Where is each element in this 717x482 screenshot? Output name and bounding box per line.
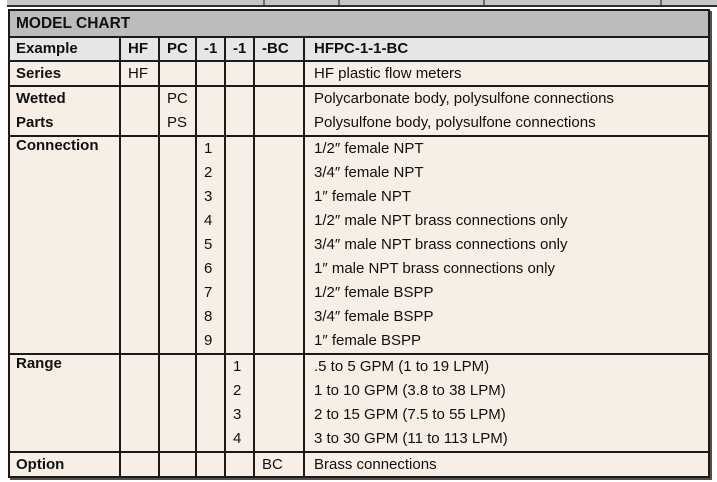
connection-row bbox=[9, 136, 709, 354]
empty-cell bbox=[254, 61, 304, 86]
connection-code: 1 bbox=[204, 140, 213, 157]
connection-code: 5 bbox=[204, 236, 213, 253]
empty-cell bbox=[159, 136, 196, 354]
range-desc-cell bbox=[304, 354, 709, 452]
range-desc: 2 to 15 GPM (7.5 to 55 LPM) bbox=[314, 406, 506, 423]
header-row bbox=[9, 37, 709, 61]
wetted-parts-label bbox=[9, 86, 120, 136]
option-code-cell: BC bbox=[254, 452, 304, 477]
column-header-example: Example bbox=[9, 37, 120, 61]
wetted-parts-code-pc: PC bbox=[167, 90, 188, 107]
range-code: 1 bbox=[233, 358, 242, 375]
divider-tick bbox=[338, 0, 340, 5]
connection-code-cell bbox=[196, 136, 225, 354]
connection-desc: 3/4″ female NPT bbox=[314, 164, 424, 181]
connection-desc: 3/4″ female BSPP bbox=[314, 308, 434, 325]
wetted-parts-row bbox=[9, 86, 709, 136]
wetted-parts-desc-ps: Polysulfone body, polysulfone connections bbox=[314, 114, 596, 131]
connection-desc: 1/2″ female BSPP bbox=[314, 284, 434, 301]
column-header-model-number: HFPC-1-1-BC bbox=[304, 37, 709, 61]
empty-cell bbox=[120, 452, 159, 477]
range-row bbox=[9, 354, 709, 452]
empty-cell bbox=[254, 86, 304, 136]
range-desc: .5 to 5 GPM (1 to 19 LPM) bbox=[314, 358, 490, 375]
connection-desc-cell bbox=[304, 136, 709, 354]
empty-cell bbox=[196, 86, 225, 136]
range-label: Range bbox=[9, 354, 120, 452]
series-code-cell: HF bbox=[120, 61, 159, 86]
option-row bbox=[9, 452, 709, 477]
empty-cell bbox=[196, 354, 225, 452]
column-header-pc: PC bbox=[159, 37, 196, 61]
connection-code: 3 bbox=[204, 188, 213, 205]
empty-cell bbox=[120, 86, 159, 136]
empty-cell bbox=[196, 61, 225, 86]
connection-label: Connection bbox=[9, 136, 120, 354]
connection-desc: 1″ female BSPP bbox=[314, 332, 422, 349]
option-label: Option bbox=[9, 452, 120, 477]
series-label: Series bbox=[9, 61, 120, 86]
divider-tick bbox=[263, 0, 265, 5]
empty-cell bbox=[254, 354, 304, 452]
connection-desc: 3/4″ male NPT brass connections only bbox=[314, 236, 568, 253]
column-header-dash1b: -1 bbox=[225, 37, 254, 61]
connection-desc: 1″ male NPT brass connections only bbox=[314, 260, 555, 277]
connection-code: 6 bbox=[204, 260, 213, 277]
divider-tick bbox=[483, 0, 485, 5]
connection-desc: 1/2″ female NPT bbox=[314, 140, 424, 157]
series-row bbox=[9, 61, 709, 86]
range-desc: 1 to 10 GPM (3.8 to 38 LPM) bbox=[314, 382, 506, 399]
empty-cell bbox=[225, 136, 254, 354]
title-row bbox=[9, 10, 709, 37]
empty-cell bbox=[254, 136, 304, 354]
divider-tick bbox=[660, 0, 662, 5]
connection-code: 9 bbox=[204, 332, 213, 349]
range-code-cell bbox=[225, 354, 254, 452]
column-header-dash1a: -1 bbox=[196, 37, 225, 61]
range-code: 4 bbox=[233, 430, 242, 447]
empty-cell bbox=[225, 452, 254, 477]
connection-code: 8 bbox=[204, 308, 213, 325]
empty-cell bbox=[159, 452, 196, 477]
wetted-parts-desc-pc: Polycarbonate body, polysulfone connections bbox=[314, 90, 614, 107]
column-header-hf: HF bbox=[120, 37, 159, 61]
connection-desc: 1/2″ male NPT brass connections only bbox=[314, 212, 568, 229]
range-code: 3 bbox=[233, 406, 242, 423]
empty-cell bbox=[225, 86, 254, 136]
wetted-parts-code-cell bbox=[159, 86, 196, 136]
connection-desc: 1″ female NPT bbox=[314, 188, 412, 205]
connection-code: 2 bbox=[204, 164, 213, 181]
option-desc-cell: Brass connections bbox=[304, 452, 709, 477]
model-chart-table bbox=[8, 9, 710, 478]
cropped-table-edge bbox=[7, 0, 717, 7]
table-title: MODEL CHART bbox=[9, 10, 709, 37]
column-header-bc: -BC bbox=[254, 37, 304, 61]
empty-cell bbox=[196, 452, 225, 477]
wetted-parts-code-ps: PS bbox=[167, 114, 188, 131]
empty-cell bbox=[120, 136, 159, 354]
series-desc-cell: HF plastic flow meters bbox=[304, 61, 709, 86]
wetted-parts-desc-cell bbox=[304, 86, 709, 136]
range-code: 2 bbox=[233, 382, 242, 399]
wetted-parts-label-line2: Parts bbox=[16, 114, 54, 131]
wetted-parts-label-line1: Wetted bbox=[16, 90, 66, 107]
empty-cell bbox=[120, 354, 159, 452]
connection-code: 7 bbox=[204, 284, 213, 301]
empty-cell bbox=[225, 61, 254, 86]
empty-cell bbox=[159, 354, 196, 452]
empty-cell bbox=[159, 61, 196, 86]
range-desc: 3 to 30 GPM (11 to 113 LPM) bbox=[314, 430, 508, 447]
connection-code: 4 bbox=[204, 212, 213, 229]
